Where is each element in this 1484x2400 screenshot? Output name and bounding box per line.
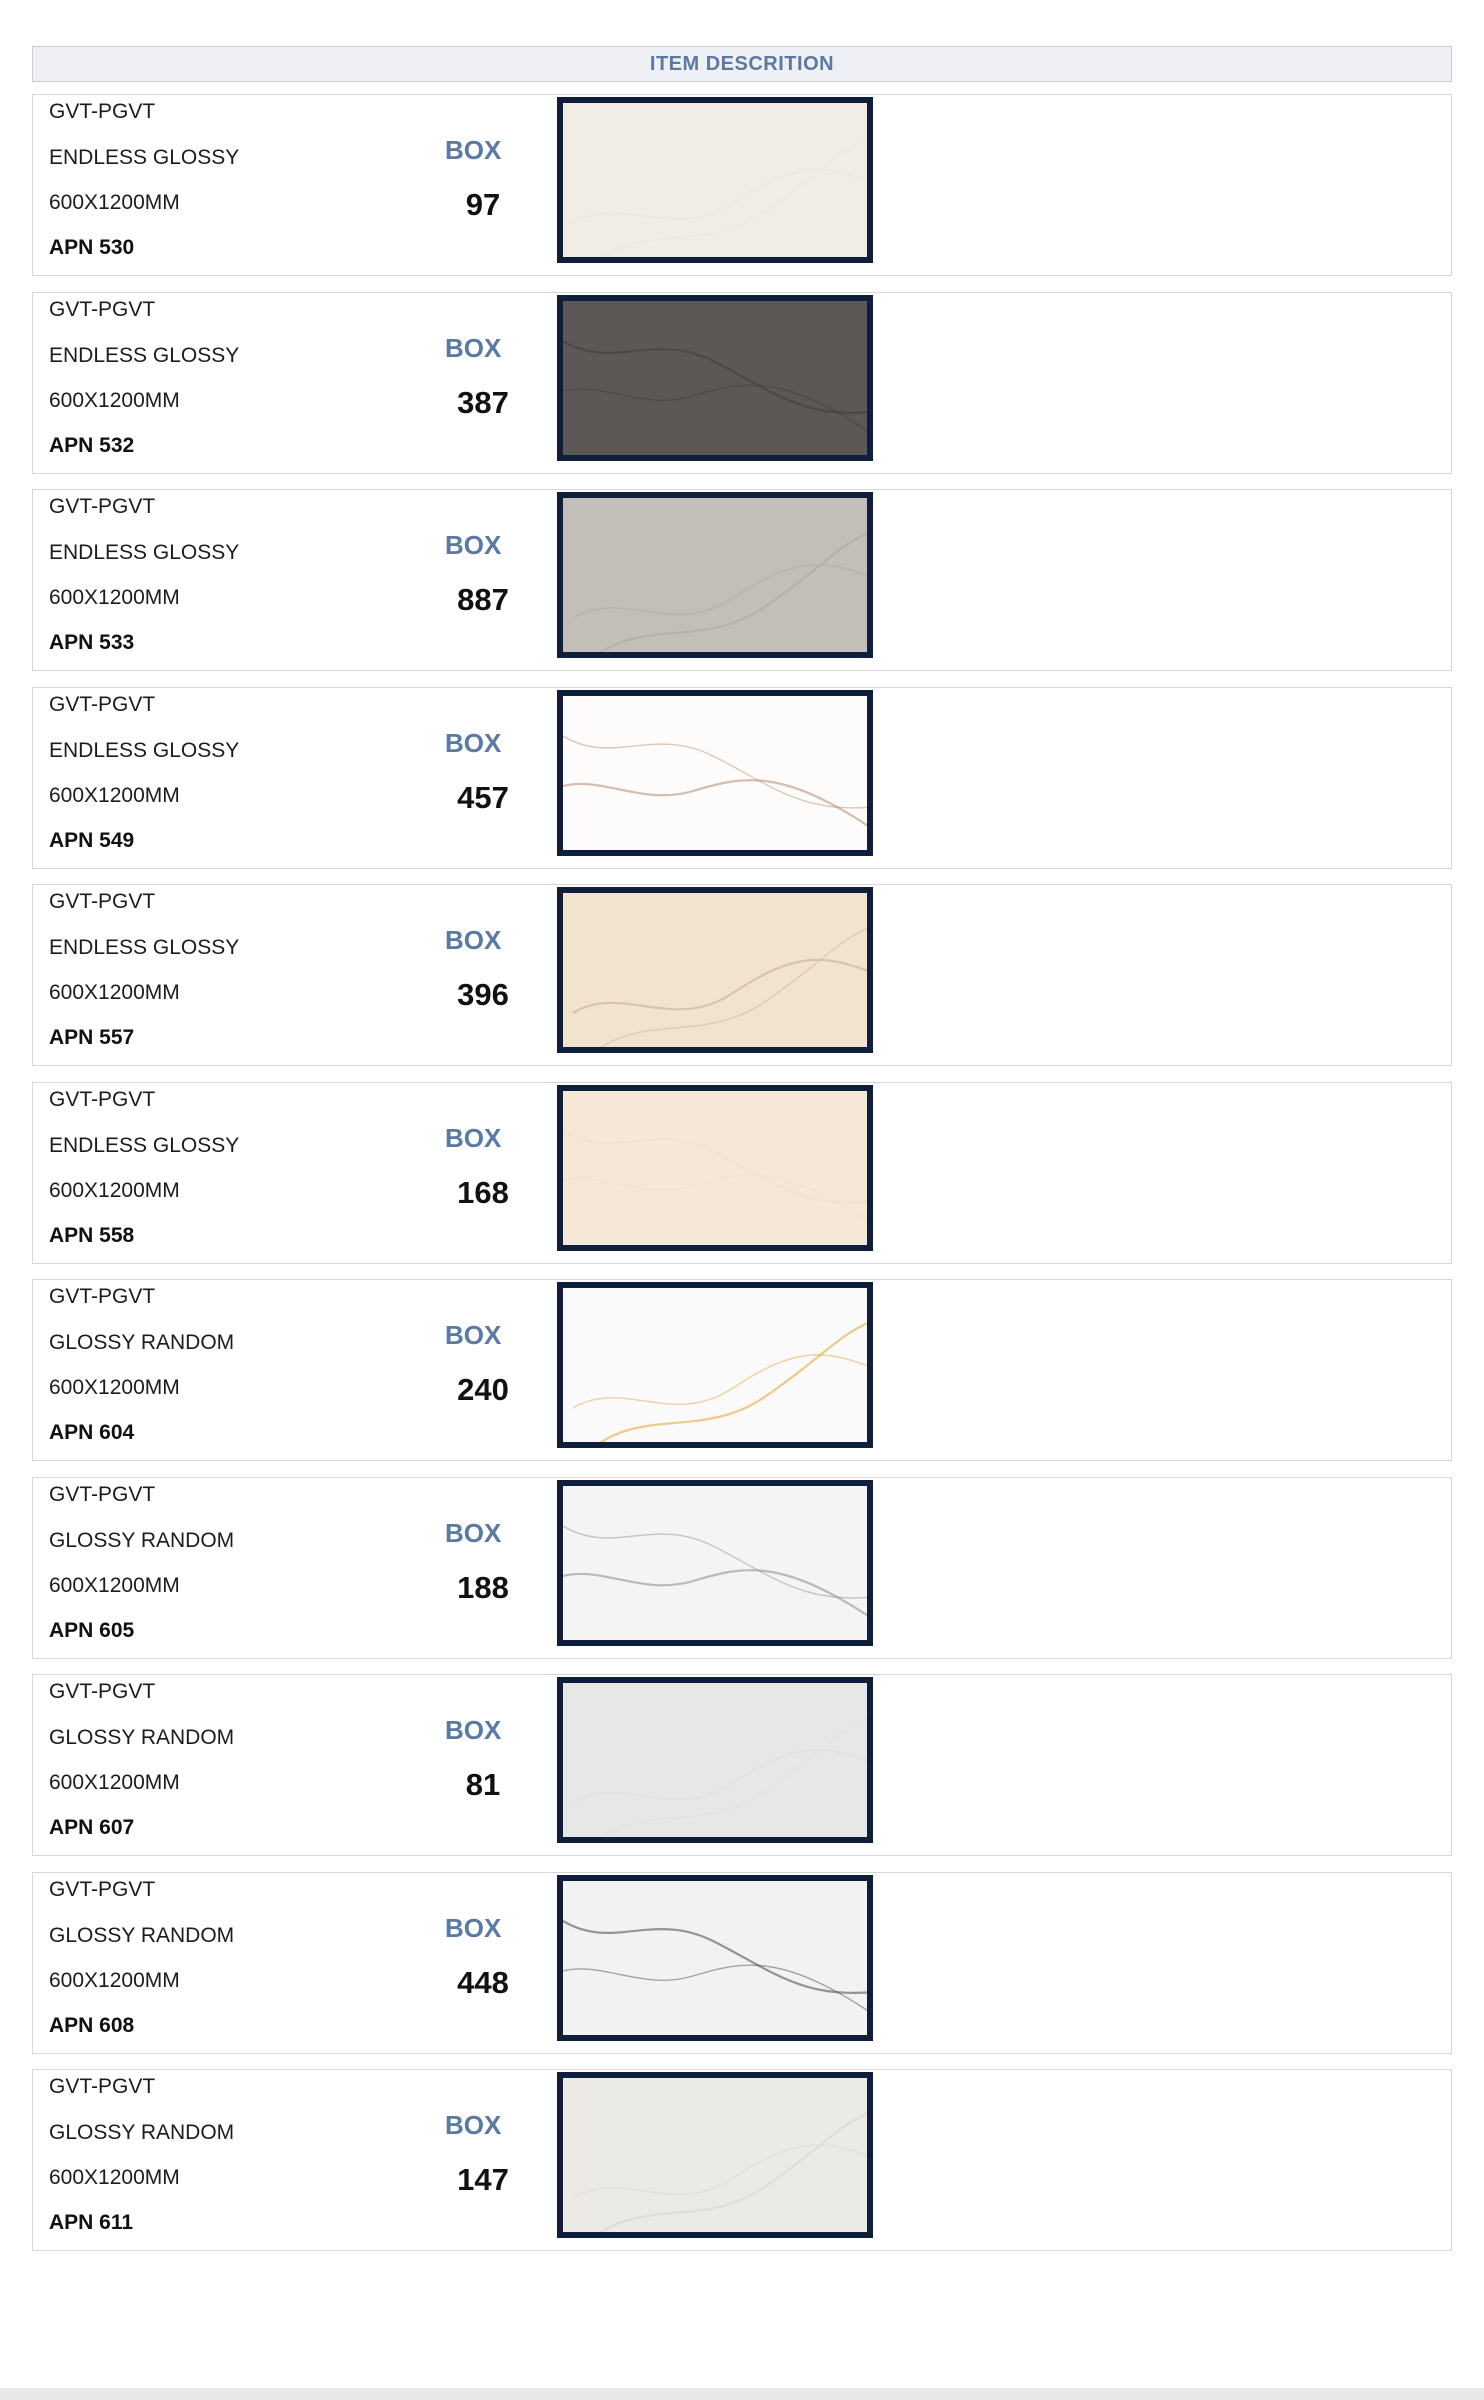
item-size: 600X1200MM [49, 2166, 180, 2189]
item-code: APN 533 [49, 631, 135, 654]
item-code: APN 530 [49, 236, 135, 259]
item-unit: BOX [445, 135, 502, 165]
item-series: GVT-PGVT [49, 1680, 156, 1703]
item-code: APN 604 [49, 1421, 135, 1444]
item-row [32, 2069, 1452, 2251]
item-quantity: 457 [457, 779, 509, 815]
item-finish: ENDLESS GLOSSY [49, 1133, 240, 1157]
item-quantity: 81 [465, 1767, 501, 1802]
item-series: GVT-PGVT [49, 297, 156, 321]
item-finish: GLOSSY RANDOM [49, 1528, 235, 1552]
item-row [32, 94, 1452, 276]
item-series: GVT-PGVT [49, 1087, 156, 1111]
item-finish: ENDLESS GLOSSY [49, 936, 240, 959]
tile-swatch-image [557, 2072, 873, 2238]
item-series: GVT-PGVT [49, 692, 156, 716]
item-series: GVT-PGVT [49, 100, 156, 123]
item-size: 600X1200MM [49, 1573, 180, 1597]
tile-pattern [563, 696, 867, 850]
item-finish: GLOSSY RANDOM [49, 1923, 235, 1947]
item-code: APN 608 [49, 2013, 135, 2037]
item-size: 600X1200MM [49, 981, 180, 1004]
item-quantity: 147 [457, 2162, 509, 2197]
item-quantity: 396 [457, 977, 509, 1012]
item-finish: ENDLESS GLOSSY [49, 343, 240, 367]
item-quantity: 387 [457, 384, 509, 420]
item-unit: BOX [445, 1320, 502, 1350]
item-row [32, 687, 1452, 869]
item-size: 600X1200MM [49, 1376, 180, 1399]
item-series: GVT-PGVT [49, 1285, 156, 1308]
item-finish: ENDLESS GLOSSY [49, 146, 240, 169]
item-unit: BOX [445, 1912, 502, 1943]
tile-pattern [563, 1091, 867, 1245]
tile-pattern [563, 1288, 867, 1442]
item-series: GVT-PGVT [49, 2075, 156, 2098]
item-unit: BOX [445, 530, 502, 560]
item-unit: BOX [445, 727, 502, 758]
item-finish: GLOSSY RANDOM [49, 2121, 235, 2144]
item-code: APN 607 [49, 1816, 135, 1839]
item-row [32, 884, 1452, 1066]
tile-swatch-image [557, 295, 873, 461]
tile-pattern [563, 301, 867, 455]
item-size: 600X1200MM [49, 586, 180, 609]
item-unit: BOX [445, 2110, 502, 2140]
tile-swatch-image [557, 1282, 873, 1448]
item-size: 600X1200MM [49, 388, 180, 412]
page-bottom-band [0, 2388, 1484, 2400]
item-series: GVT-PGVT [49, 890, 156, 913]
tile-swatch-image [557, 492, 873, 658]
header-title: ITEM DESCRITION [649, 52, 835, 75]
item-quantity: 448 [457, 1964, 509, 2000]
item-size: 600X1200MM [49, 1178, 180, 1202]
item-size: 600X1200MM [49, 1968, 180, 1992]
item-quantity: 97 [465, 187, 501, 222]
item-unit: BOX [445, 332, 502, 363]
item-quantity: 240 [457, 1372, 509, 1407]
tile-swatch-image [557, 1875, 873, 2041]
item-size: 600X1200MM [49, 191, 180, 214]
item-finish: GLOSSY RANDOM [49, 1331, 235, 1354]
item-quantity: 887 [457, 582, 509, 617]
tile-swatch-image [557, 1480, 873, 1646]
tile-pattern [563, 103, 867, 257]
item-series: GVT-PGVT [49, 1877, 156, 1901]
item-code: APN 611 [49, 2211, 134, 2234]
item-code: APN 532 [49, 433, 135, 457]
tile-swatch-image [557, 1085, 873, 1251]
item-row [32, 489, 1452, 671]
item-quantity: 188 [457, 1569, 509, 1605]
table-header [32, 46, 1452, 82]
tile-pattern [563, 893, 867, 1047]
item-code: APN 549 [49, 828, 135, 852]
tile-pattern [563, 1881, 867, 2035]
item-code: APN 605 [49, 1618, 135, 1642]
tile-pattern [563, 2078, 867, 2232]
item-unit: BOX [445, 1517, 502, 1548]
item-series: GVT-PGVT [49, 1482, 156, 1506]
tile-swatch-image [557, 97, 873, 263]
item-finish: ENDLESS GLOSSY [49, 738, 240, 762]
item-finish: GLOSSY RANDOM [49, 1726, 235, 1749]
tile-swatch-image [557, 887, 873, 1053]
item-row [32, 1674, 1452, 1856]
item-code: APN 558 [49, 1223, 135, 1247]
tile-swatch-image [557, 1677, 873, 1843]
item-size: 600X1200MM [49, 783, 180, 807]
tile-pattern [563, 1486, 867, 1640]
item-row [32, 1082, 1452, 1264]
item-size: 600X1200MM [49, 1771, 180, 1794]
tile-swatch-image [557, 690, 873, 856]
item-unit: BOX [445, 1715, 502, 1745]
item-row [32, 1872, 1452, 2054]
item-unit: BOX [445, 925, 502, 955]
item-unit: BOX [445, 1122, 502, 1153]
item-finish: ENDLESS GLOSSY [49, 541, 240, 564]
tile-pattern [563, 498, 867, 652]
tile-pattern [563, 1683, 867, 1837]
item-row [32, 292, 1452, 474]
item-code: APN 557 [49, 1026, 135, 1049]
item-quantity: 168 [457, 1174, 509, 1210]
item-row [32, 1477, 1452, 1659]
item-row [32, 1279, 1452, 1461]
item-series: GVT-PGVT [49, 495, 156, 518]
